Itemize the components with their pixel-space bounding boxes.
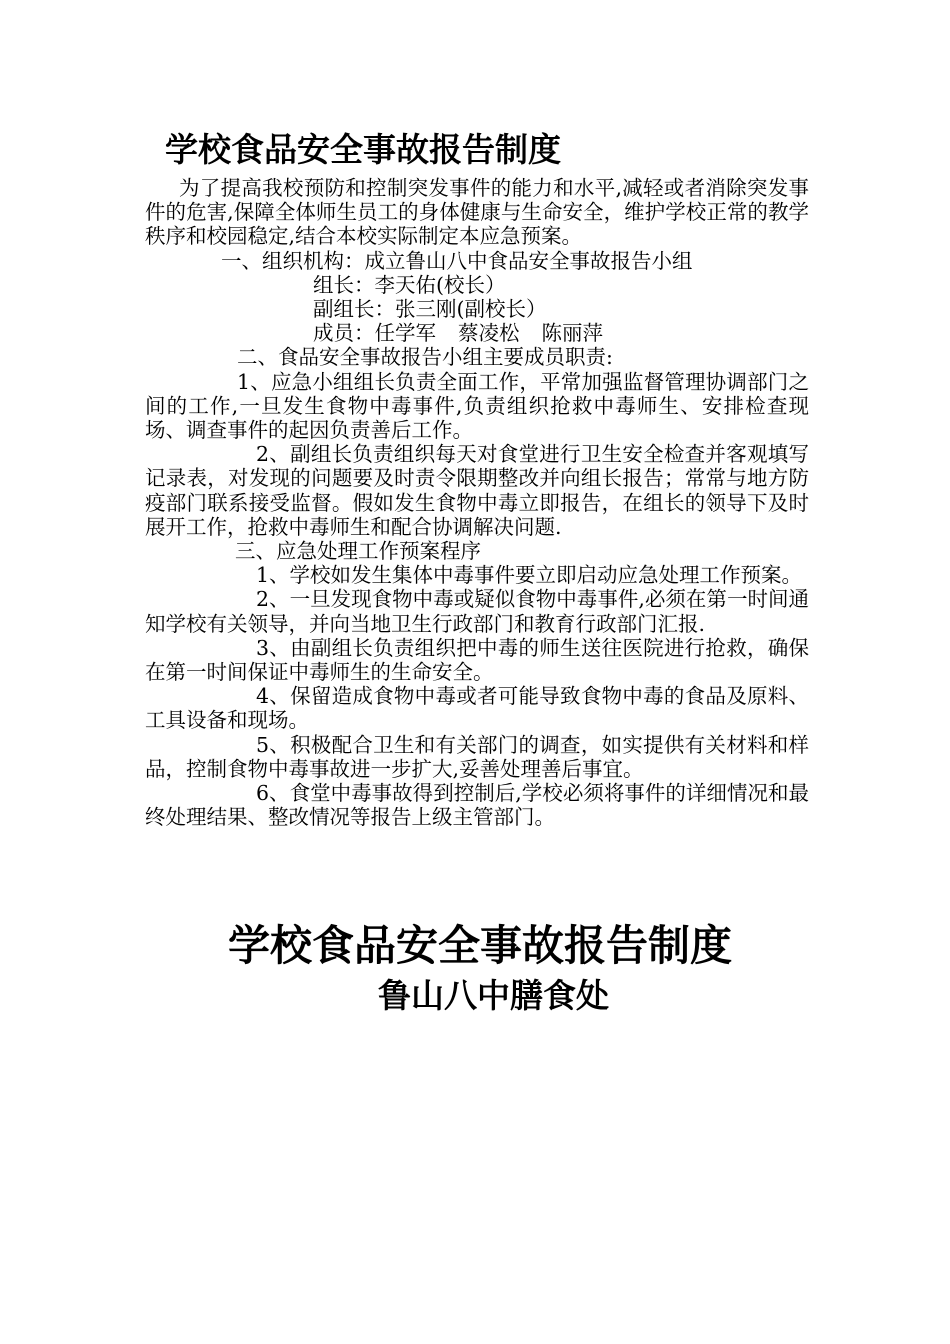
section3-item: 3、由副组长负责组织把中毒的师生送往医院进行抢救，确保在第一时间保证中毒师生的生命安全。 [145, 635, 809, 685]
section3-item: 5、积极配合卫生和有关部门的调查，如实提供有关材料和样品，控制食物中毒事故进一步扩大,妥善处理善后事宜。 [145, 732, 809, 781]
footer-title: 学校食品安全事故报告制度 [228, 921, 733, 970]
document-body [145, 176, 809, 829]
document-title: 学校食品安全事故报告制度 [165, 130, 561, 169]
leader-line: 组长：李天佑(校长） [313, 272, 506, 297]
section2-item: 1、应急小组组长负责全面工作，平常加强监督管理协调部门之间的工作,一旦发生食物中毒事件,负责组织抢救中毒师生、安排检查现场、调查事件的起因负责善后工作。 [145, 369, 809, 443]
intro-paragraph: 为了提高我校预防和控制突发事件的能力和水平,减轻或者消除突发事件的危害,保障全体师生员工的身体健康与生命安全，维护学校正常的教学秩序和校园稳定,结合本校实际制定本应急预案。 [145, 176, 809, 249]
footer-organization: 鲁山八中膳食处 [378, 976, 609, 1015]
section3-item: 2、一旦发现食物中毒或疑似食物中毒事件,必须在第一时间通知学校有关领导，并向当地卫生行政部门和教育行政部门汇报. [145, 587, 809, 636]
deputy-line: 副组长：张三刚(副校长） [313, 297, 547, 322]
section2-heading: 二、食品安全事故报告小组主要成员职责: [237, 345, 613, 370]
section2-item: 2、副组长负责组织每天对食堂进行卫生安全检查并客观填写记录表，对发现的问题要及时责令限期整改并向组长报告；常常与地方防疫部门联系接受监督。假如发生食物中毒立即报告，在组长的领导下及时展开工作，抢救中毒师生和配合协调解决问题. [145, 442, 809, 539]
section3-item: 4、保留造成食物中毒或者可能导致食物中毒的食品及原料、工具设备和现场。 [145, 684, 809, 733]
member-name: 蔡凌松 [458, 321, 520, 346]
member-name: 陈丽萍 [541, 321, 603, 346]
section3-item: 6、食堂中毒事故得到控制后,学校必须将事件的详细情况和最终处理结果、整改情况等报告上级主管部门。 [145, 781, 809, 830]
section1-heading: 一、组织机构：成立鲁山八中食品安全事故报告小组 [221, 248, 693, 273]
members-label: 成员：任学军 [313, 321, 436, 346]
section3-heading: 三、应急处理工作预案程序 [235, 539, 481, 564]
members-line [145, 321, 809, 345]
section3-item: 1、学校如发生集体中毒事件要立即启动应急处理工作预案。 [256, 563, 803, 588]
